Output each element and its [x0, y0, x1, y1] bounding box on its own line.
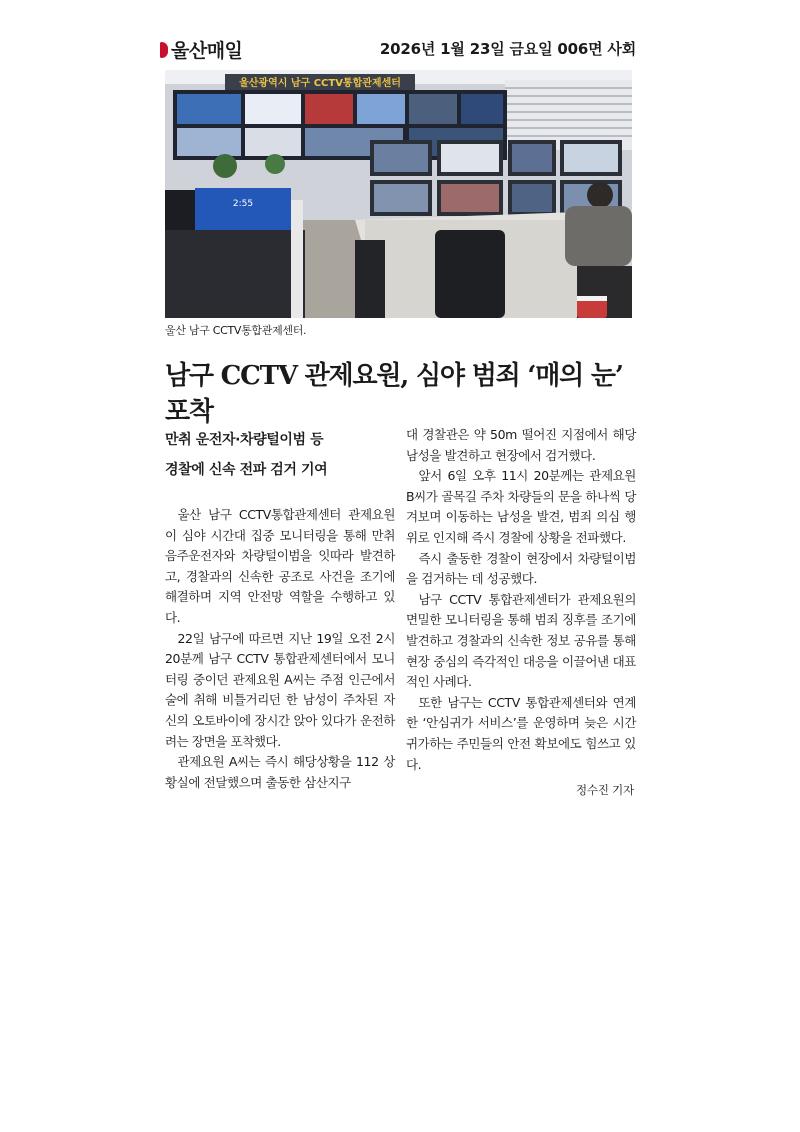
article-photo [165, 70, 632, 318]
body-paragraph: 남구 CCTV 통합관제센터가 관제요원의 면밀한 모니터링을 통해 범죄 징후를 조기에 발견하고 경찰과의 신속한 정보 공유를 통해 현장 중심의 즉각적인 대응을 이끌어낸 대표적인 사례다. [406, 591, 636, 690]
article-headline: 남구 CCTV 관제요원, 심야 범죄 ‘매의 눈’ 포착 [165, 361, 623, 427]
newspaper-logo [160, 36, 242, 63]
body-paragraph: 대 경찰관은 약 50m 떨어진 지점에서 해당 남성을 발견하고 현장에서 검거했다. [406, 427, 636, 463]
body-paragraph: 앞서 6일 오후 11시 20분께는 관제요원 B씨가 골목길 주차 차량들의 문을 하나씩 당겨보며 이동하는 남성을 발견, 범죄 의심 행위로 인지해 즉시 경찰에 상황을 전파했다. [406, 468, 636, 545]
center-sign-text: 울산광역시 남구 CCTV통합관제센터 [239, 78, 401, 89]
subhead-line: 만취 운전자·차량털이범 등 [165, 432, 324, 448]
body-paragraph: 울산 남구 CCTV통합관제센터 관제요원이 심야 시간대 집중 모니터링을 통해 만취 음주운전자와 차량털이범을 잇따라 발견하고, 경찰과의 신속한 공조로 사건을 조기에 해결하며 지역 안전망 역할을 수행하고 있다. [165, 507, 395, 625]
body-paragraph: 관제요원 A씨는 즉시 해당상황을 112 상황실에 전달했으며 출동한 삼산지구 [165, 754, 395, 790]
control-room-photo [165, 70, 632, 318]
reporter-byline: 정수진 기자 [576, 783, 634, 797]
body-paragraph: 즉시 출동한 경찰이 현장에서 차량털이범을 검거하는 데 성공했다. [406, 550, 636, 587]
body-paragraph: 또한 남구는 CCTV 통합관제센터와 연계한 ‘안심귀가 서비스’를 운영하며 늦은 시간 귀가하는 주민들의 안전 확보에도 힘쓰고 있다. [406, 694, 636, 772]
dateline: 2026년 1월 23일 금요일 006면 사회 [379, 40, 636, 58]
logo-text: 울산매일 [171, 40, 243, 62]
monitor-clock-text: 2:55 [232, 199, 254, 209]
article-subheads [165, 425, 395, 485]
masthead [160, 36, 636, 64]
body-paragraph: 22일 남구에 따르면 지난 19일 오전 2시 20분께 남구 CCTV 통합관제센터에서 모니터링 중이던 관제요원 A씨는 주점 인근에서 술에 취해 비틀거리던 한 남성이 주차된 자신의 오토바이에 장시간 앉아 있다가 운전하려는 장면을 포착했다. [165, 630, 395, 749]
subhead-line: 경찰에 신속 전파 검거 기여 [165, 462, 328, 478]
article-column-left [165, 505, 395, 793]
logo-mark-icon [160, 42, 168, 58]
photo-caption: 울산 남구 CCTV통합관제센터. [165, 324, 307, 337]
article-column-right [406, 425, 636, 775]
